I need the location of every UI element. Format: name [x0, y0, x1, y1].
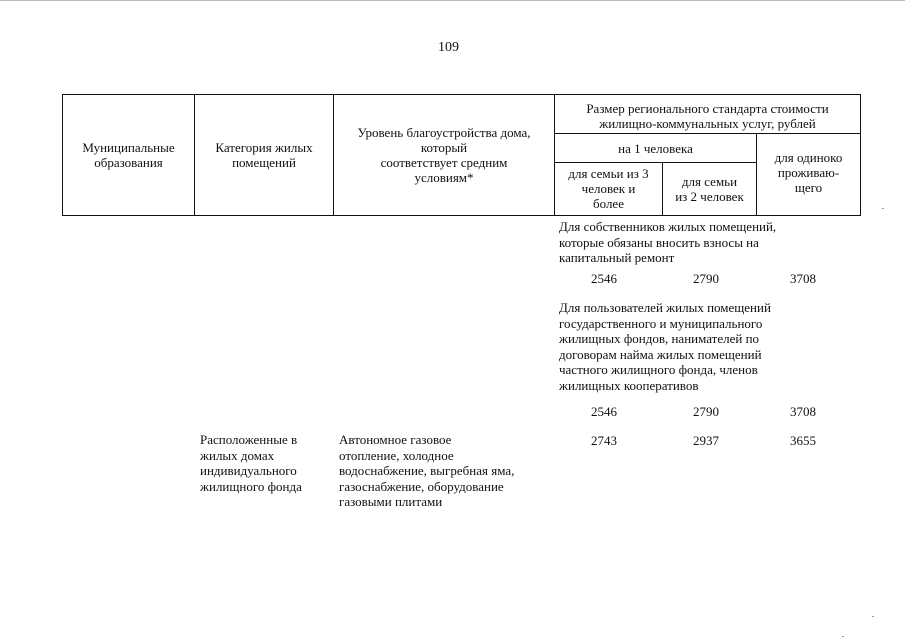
note-line: которые обязаны вносить взносы на [559, 234, 759, 250]
header-per-person: на 1 человека [618, 141, 693, 156]
header-top-border [62, 94, 861, 95]
header-standard-line: жилищно-коммунальных услуг, рублей [599, 116, 816, 131]
header-single [757, 150, 860, 195]
value-users-single: 3708 [790, 404, 816, 419]
header-level [334, 125, 554, 185]
header-sub-border [554, 162, 756, 163]
note-line: Для собственников жилых помещений, [559, 219, 777, 234]
value-users-family3: 2546 [591, 404, 617, 419]
header-municipal-line: образования [94, 155, 163, 170]
scan-speck [872, 616, 874, 617]
value-owners-family2: 2790 [693, 271, 719, 286]
header-municipal [63, 140, 194, 170]
value-row-single: 3655 [790, 433, 816, 448]
header-level-line: условиям* [414, 170, 474, 185]
header-single-line: щего [794, 180, 823, 195]
scan-speck [842, 636, 844, 637]
header-category-line: Категория жилых [215, 140, 313, 155]
note-line: договорам найма жилых помещений [559, 346, 762, 362]
header-mid-border [554, 133, 861, 134]
value-owners-single: 3708 [790, 271, 816, 286]
value-users-family2: 2790 [693, 404, 719, 419]
note-line: Для пользователей жилых помещений [559, 300, 771, 315]
header-family3-line: человек и [581, 181, 636, 196]
row-level-line: газоснабжение, оборудование [339, 478, 504, 494]
row-level-line: газовыми плитами [339, 494, 443, 509]
row-level-line: отопление, холодное [339, 447, 454, 463]
row-category-line: индивидуального [200, 463, 297, 478]
row-category [200, 432, 302, 494]
row-category-line: Расположенные в [200, 432, 298, 447]
header-family3 [555, 166, 662, 211]
row-level-line: Автономное газовое [339, 432, 452, 447]
row-level-line: водоснабжение, выгребная яма, [339, 463, 515, 478]
section-owners-note [559, 219, 776, 266]
header-family3-line: для семьи из 3 [568, 166, 649, 181]
header-bottom-border [62, 215, 861, 216]
header-single-line: для одиноко [774, 150, 843, 165]
header-right-border [860, 94, 861, 216]
scan-speck [882, 208, 884, 209]
value-row-family3: 2743 [591, 433, 617, 448]
header-level-line: соответствует средним [380, 155, 508, 170]
row-category-line: жилищного фонда [200, 478, 302, 494]
note-line: жилищных фондов, нанимателей по [559, 331, 760, 346]
header-family3-line: более [593, 196, 624, 211]
header-single-line: проживаю- [777, 165, 840, 180]
header-level-line: который [420, 140, 468, 155]
row-category-line: жилых домах [200, 447, 275, 463]
note-line: жилищных кооперативов [559, 377, 699, 393]
header-level-line: Уровень благоустройства дома, [357, 125, 531, 140]
header-municipal-line: Муниципальные [82, 140, 175, 155]
page-number: 109 [438, 40, 459, 55]
header-category-line: помещений [232, 155, 296, 170]
header-family2-line: из 2 человек [675, 189, 744, 204]
header-standard [555, 101, 860, 131]
header-family2 [663, 174, 756, 204]
note-line: государственного и муниципального [559, 315, 763, 331]
header-family2-line: для семьи [681, 174, 738, 189]
row-level [339, 432, 514, 510]
note-line: частного жилищного фонда, членов [559, 362, 758, 377]
section-users-note [559, 300, 771, 393]
header-standard-line: Размер регионального стандарта стоимости [586, 101, 829, 116]
header-category [195, 140, 333, 170]
value-row-family2: 2937 [693, 433, 719, 448]
value-owners-family3: 2546 [591, 271, 617, 286]
note-line: капитальный ремонт [559, 250, 675, 265]
top-edge-rule [0, 0, 905, 1]
